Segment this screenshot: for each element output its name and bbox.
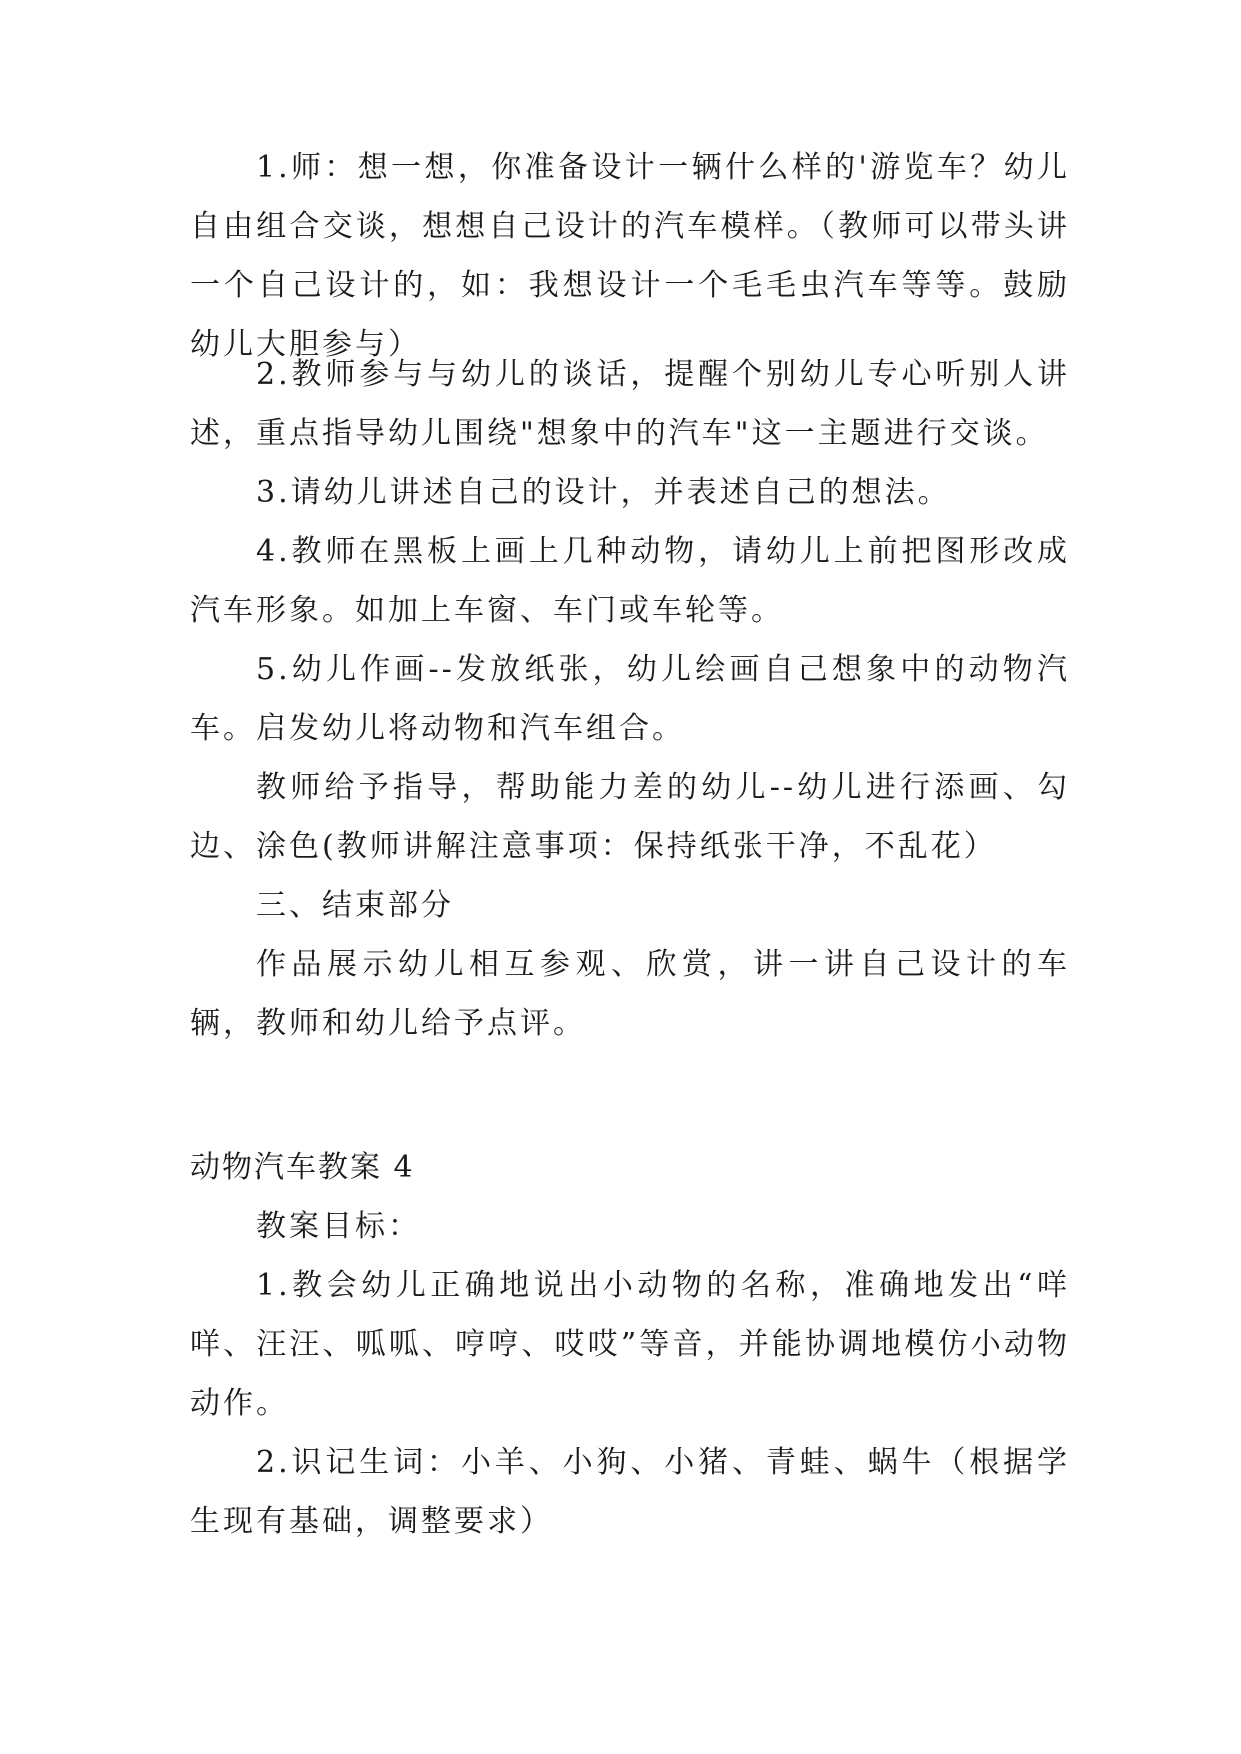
section-heading-end: 三、结束部分 <box>256 888 454 923</box>
section-title: 动物汽车教案 4 <box>190 1150 415 1185</box>
objective-1: 1.教会幼儿正确地说出小动物的名称，准确地发出“咩咩、汪汪、呱呱、哼哼、哎哎”等音，并能协调地模仿小动物动作。 <box>190 1268 1070 1421</box>
paragraph-3: 3.请幼儿讲述自己的设计，并表述自己的想法。 <box>256 475 951 510</box>
paragraph-5: 5.幼儿作画--发放纸张，幼儿绘画自己想象中的动物汽车。启发幼儿将动物和汽车组合。 <box>190 652 1070 746</box>
paragraph-6: 教师给予指导，帮助能力差的幼儿--幼儿进行添画、勾边、涂色(教师讲解注意事项：保持纸张干净，不乱花） <box>190 770 1070 864</box>
paragraph-7: 作品展示幼儿相互参观、欣赏，讲一讲自己设计的车辆，教师和幼儿给予点评。 <box>190 947 1070 1041</box>
objective-2: 2.识记生词：小羊、小狗、小猪、青蛙、蜗牛（根据学生现有基础，调整要求） <box>190 1445 1070 1539</box>
paragraph-2: 2.教师参与与幼儿的谈话，提醒个别幼儿专心听别人讲述，重点指导幼儿围绕"想象中的汽车"这一主题进行交谈。 <box>190 357 1070 451</box>
objectives-label: 教案目标： <box>256 1209 421 1244</box>
paragraph-4: 4.教师在黑板上画上几种动物，请幼儿上前把图形改成汽车形象。如加上车窗、车门或车轮等。 <box>190 534 1070 628</box>
paragraph-1: 1.师：想一想，你准备设计一辆什么样的'游览车？幼儿自由组合交谈，想想自己设计的汽车模样。（教师可以带头讲一个自己设计的，如：我想设计一个毛毛虫汽车等等。鼓励幼儿大胆参与） <box>190 150 1070 362</box>
